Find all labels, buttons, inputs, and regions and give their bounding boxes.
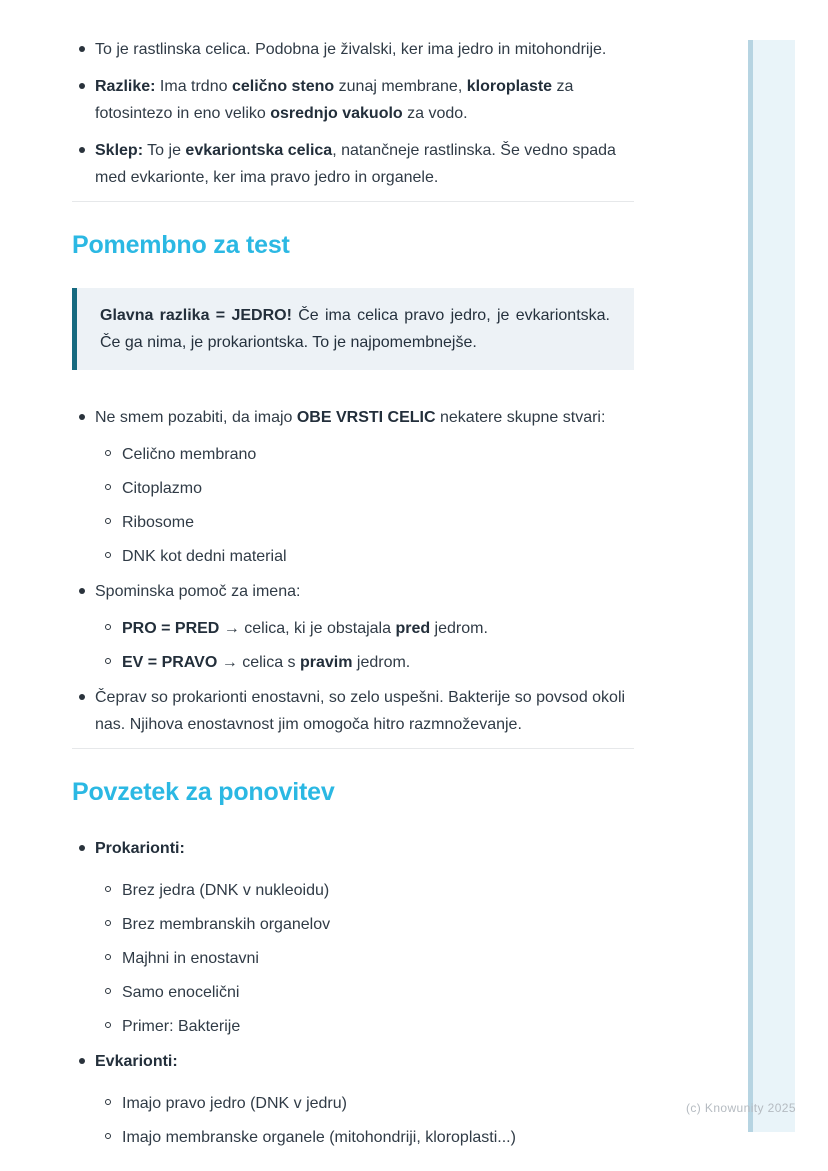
list-item-text (122, 649, 634, 676)
list-item-text (122, 877, 634, 904)
middle-bullet-list (72, 404, 634, 738)
bullet-circle-icon (105, 509, 122, 536)
list-item (105, 509, 634, 536)
section-divider (72, 201, 634, 202)
text-run: Ribosome (122, 514, 195, 531)
bold-text-run: osrednjo vakuolo (270, 105, 403, 122)
bullet-circle-icon (105, 475, 122, 502)
text-run: Čeprav so prokarionti enostavni, so zelo uspešni. Bakterije so povsod okoli nas. Njihova enostavnost jim omogoča hitro razmnoževanje. (95, 689, 626, 733)
text-run: → celica, ki je obstajala (219, 620, 396, 637)
list-item-text (122, 509, 634, 536)
list-item-text (95, 404, 634, 431)
bullet-circle-icon (105, 441, 122, 468)
list-item-text (95, 73, 634, 127)
list-item-text (95, 1048, 634, 1075)
list-item (105, 877, 634, 904)
list-item (72, 1048, 634, 1075)
text-run: zunaj membrane, (334, 78, 467, 95)
important-callout (72, 288, 634, 370)
bold-text-run: Evkarionti: (95, 1053, 178, 1070)
bold-text-run: Glavna razlika = JEDRO! (100, 307, 292, 324)
list-item-text (122, 1013, 634, 1040)
list-item (105, 475, 634, 502)
section-divider (72, 748, 634, 749)
text-run: To je (143, 142, 186, 159)
list-item (105, 615, 634, 642)
list-item (105, 1124, 634, 1151)
bold-text-run: celično steno (231, 78, 335, 95)
list-item-text (122, 1124, 634, 1151)
bold-text-run: kloroplaste (466, 78, 553, 95)
bullet-circle-icon (105, 945, 122, 972)
list-item-text (95, 684, 634, 738)
text-run: za fotosintezo in eno veliko (95, 78, 574, 122)
list-item-text (122, 1090, 634, 1117)
list-item (105, 945, 634, 972)
text-run: nekatere skupne stvari: (435, 409, 606, 426)
text-run: Majhni in enostavni (122, 950, 259, 967)
bold-text-run: EV = PRAVO (122, 654, 218, 671)
sublist (72, 1090, 634, 1151)
list-item-text (95, 36, 634, 63)
list-item (72, 404, 634, 431)
summary-bullet-list (72, 835, 634, 1151)
text-run: Imajo pravo jedro (DNK v jedru) (122, 1095, 347, 1112)
bullet-circle-icon (105, 543, 122, 570)
list-item-text (122, 911, 634, 938)
heading-povzetek-za-ponovitev: Povzetek za ponovitev (72, 778, 335, 806)
text-run: jedrom. (430, 620, 488, 637)
bullet-circle-icon (105, 649, 122, 676)
bold-text-run: PRO = PRED (122, 620, 220, 637)
list-item (105, 979, 634, 1006)
document-content (72, 36, 634, 1159)
list-item (105, 1090, 634, 1117)
text-run: Primer: Bakterije (122, 1018, 241, 1035)
heading-pomembno-za-test: Pomembno za test (72, 231, 290, 259)
bullet-circle-icon (105, 1090, 122, 1117)
list-item (105, 649, 634, 676)
intro-bullet-list (72, 36, 634, 191)
sublist (72, 615, 634, 676)
list-item (105, 1013, 634, 1040)
list-item (72, 73, 634, 127)
list-item-text (95, 835, 634, 862)
bold-text-run: Sklep: (95, 142, 144, 159)
list-item-text (122, 475, 634, 502)
callout-text (100, 307, 610, 351)
text-run: Ne smem pozabiti, da imajo (95, 409, 297, 426)
bullet-disc-icon (79, 684, 95, 738)
list-item-text (122, 945, 634, 972)
bullet-disc-icon (79, 404, 95, 431)
text-run: za vodo. (402, 105, 468, 122)
bullet-disc-icon (79, 1048, 95, 1075)
bold-text-run: pravim (299, 654, 353, 671)
bullet-disc-icon (79, 137, 95, 191)
list-item (105, 441, 634, 468)
bullet-circle-icon (105, 877, 122, 904)
text-run: Citoplazmo (122, 480, 203, 497)
copyright-watermark: (c) Knowunity 2025 (686, 1101, 796, 1115)
bold-text-run: Razlike: (95, 78, 156, 95)
list-item (105, 911, 634, 938)
bullet-disc-icon (79, 73, 95, 127)
list-item (72, 137, 634, 191)
list-item-text (122, 543, 634, 570)
text-run: Brez jedra (DNK v nukleoidu) (122, 882, 330, 899)
text-run: Samo enocelični (122, 984, 240, 1001)
text-run: → celica s (217, 654, 300, 671)
text-run: Celično membrano (122, 446, 257, 463)
bullet-circle-icon (105, 615, 122, 642)
list-item-text (122, 615, 634, 642)
text-run: Spominska pomoč za imena: (95, 583, 301, 600)
bullet-disc-icon (79, 36, 95, 63)
bold-text-run: evkariontska celica (185, 142, 333, 159)
list-item-text (122, 979, 634, 1006)
text-run: To je rastlinska celica. Podobna je živalski, ker ima jedro in mitohondrije. (95, 41, 607, 58)
text-run: jedrom. (352, 654, 411, 671)
text-run: Ima trdno (155, 78, 232, 95)
bold-text-run: Prokarionti: (95, 840, 185, 857)
text-run: , natančneje rastlinska. Še vedno spada med evkarionte, ker ima pravo jedro in organele. (95, 142, 616, 186)
bullet-circle-icon (105, 1124, 122, 1151)
list-item (72, 684, 634, 738)
bullet-circle-icon (105, 911, 122, 938)
bullet-disc-icon (79, 578, 95, 605)
sublist (72, 441, 634, 570)
list-item (72, 36, 634, 63)
bold-text-run: OBE VRSTI CELIC (296, 409, 436, 426)
list-item (105, 543, 634, 570)
sublist (72, 877, 634, 1040)
list-item (72, 578, 634, 605)
list-item-text (95, 137, 634, 191)
text-run: DNK kot dedni material (122, 548, 287, 565)
list-item-text (95, 578, 634, 605)
text-run: Če ima celica pravo jedro, je evkariontska. Če ga nima, je prokariontska. To je najpomembnejše. (100, 307, 610, 351)
bullet-circle-icon (105, 1013, 122, 1040)
bullet-disc-icon (79, 835, 95, 862)
bold-text-run: pred (395, 620, 431, 637)
bullet-circle-icon (105, 979, 122, 1006)
list-item (72, 835, 634, 862)
text-run: Imajo membranske organele (mitohondriji, kloroplasti...) (122, 1129, 516, 1146)
list-item-text (122, 441, 634, 468)
text-run: Brez membranskih organelov (122, 916, 331, 933)
page-edge-scroll-bar (748, 40, 795, 1132)
